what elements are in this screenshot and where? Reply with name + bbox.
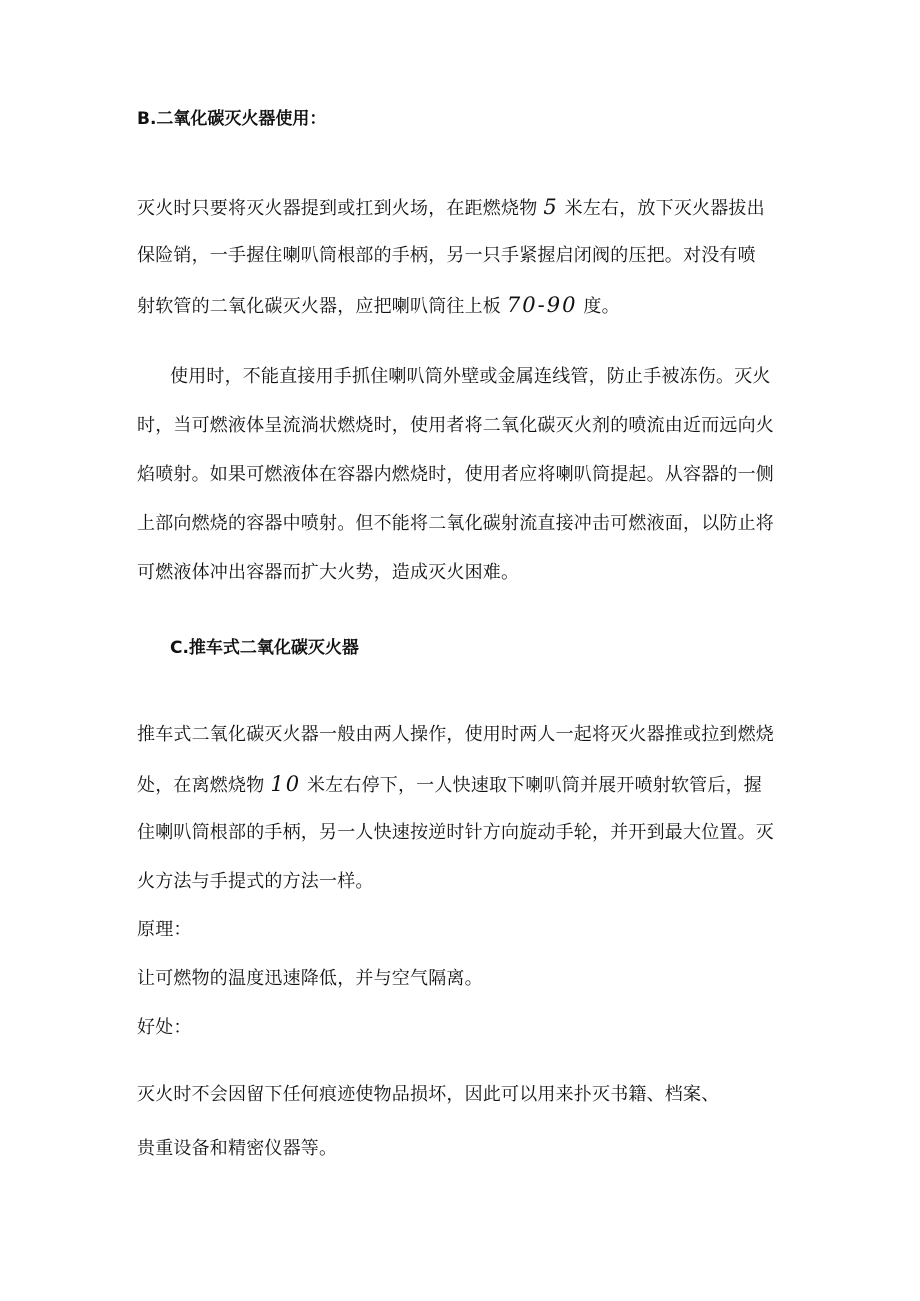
para2-line2: 时，当可燃液体呈流淌状燃烧时，使用者将二氧化碳灭火剂的喷流由近而远向火 xyxy=(137,415,774,436)
heading-b: B.二氧化碳灭火器使用： xyxy=(137,109,327,129)
para1-line1-text-b: 米左右，放下灭火器拔出 xyxy=(564,198,765,219)
benefit-line1: 灭火时不会因留下任何痕迹使物品损坏，因此可以用来扑灭书籍、档案、 xyxy=(137,1084,720,1105)
principle-label: 原理： xyxy=(137,919,192,940)
para1-distance-number: 5 xyxy=(543,195,559,219)
para2-line1: 使用时，不能直接用手抓住喇叭筒外壁或金属连线管，防止手被冻伤。灭火 xyxy=(170,366,771,387)
para2-line4: 上部向燃烧的容器中喷射。但不能将二氧化碳射流直接冲击可燃液面，以防止将 xyxy=(137,513,774,534)
benefit-line2: 贵重设备和精密仪器等。 xyxy=(137,1138,338,1159)
para2-line5: 可燃液体冲出容器而扩大火势，造成灭火困难。 xyxy=(137,562,520,583)
principle-text: 让可燃物的温度迅速降低，并与空气隔离。 xyxy=(137,968,483,989)
para1-line1-text-a: 灭火时只要将灭火器提到或扛到火场，在距燃烧物 xyxy=(137,198,538,219)
para3-line3: 住喇叭筒根部的手柄，另一人快速按逆时针方向旋动手轮，并开到最大位置。灭 xyxy=(137,822,774,843)
para1-line3 xyxy=(137,292,620,320)
para1-line3-text-a: 射软管的二氧化碳灭火器，应把喇叭筒往上板 xyxy=(137,296,501,317)
para3-line2-text-a: 处，在离燃烧物 xyxy=(137,775,265,796)
para2-line3: 焰喷射。如果可燃液体在容器内燃烧时，使用者应将喇叭筒提起。从容器的一侧 xyxy=(137,464,774,485)
para1-line3-text-b: 度。 xyxy=(583,296,620,317)
para1-line2: 保险销，一手握住喇叭筒根部的手柄，另一只手紧握启闭阀的压把。对没有喷 xyxy=(137,245,756,266)
para3-line4: 火方法与手提式的方法一样。 xyxy=(137,871,374,892)
benefit-label: 好处： xyxy=(137,1017,192,1038)
para3-line2-text-b: 米左右停下，一人快速取下喇叭筒并展开喷射软管后，握 xyxy=(306,775,762,796)
para1-line1 xyxy=(137,194,765,222)
heading-c: C.推车式二氧化碳灭火器 xyxy=(170,638,359,658)
para1-angle-number: 70-90 xyxy=(506,293,578,317)
para3-line2 xyxy=(137,771,762,799)
para3-line1: 推车式二氧化碳灭火器一般由两人操作，使用时两人一起将灭火器推或拉到燃烧 xyxy=(137,724,774,745)
para3-distance-number: 10 xyxy=(270,772,302,796)
